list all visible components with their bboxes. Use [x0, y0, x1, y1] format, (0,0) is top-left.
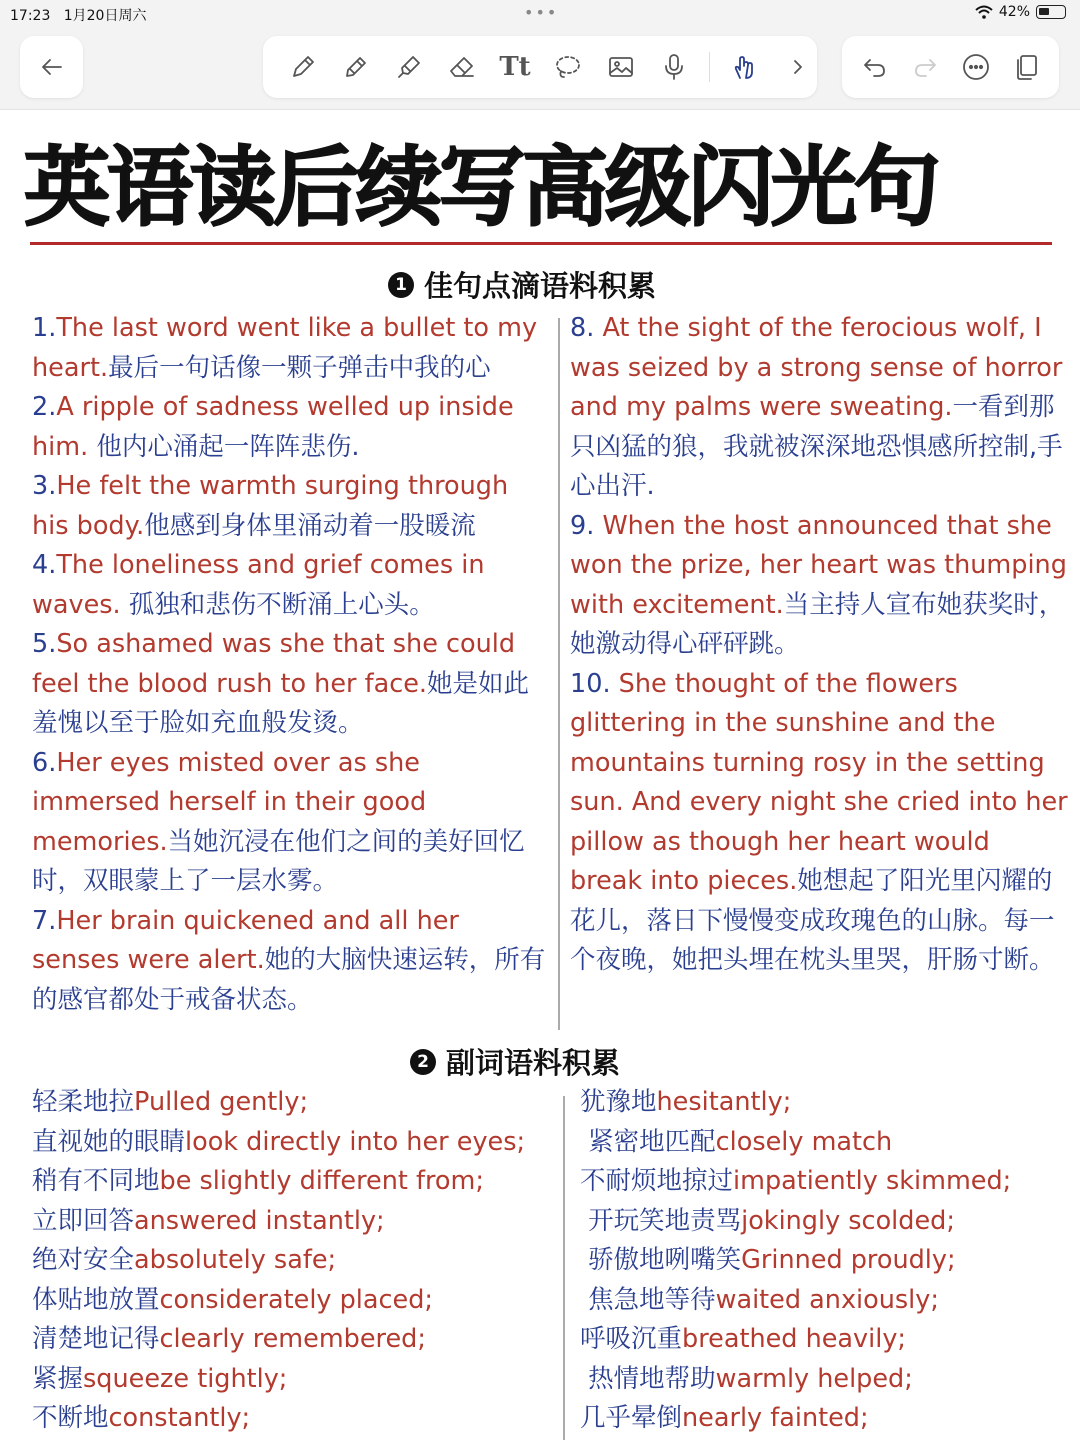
vocab-english: warmly helped; — [715, 1363, 913, 1394]
back-button[interactable] — [20, 36, 83, 98]
pencil-icon[interactable] — [338, 49, 374, 85]
section1-title: 佳句点滴语料积累 — [424, 269, 657, 303]
vocab-english: look directly into her eyes; — [185, 1126, 526, 1157]
section2-number: 2 — [410, 1049, 436, 1075]
vocab-chinese: 焦急地等待 — [580, 1284, 716, 1315]
sentence-english: So ashamed was she that she could feel the blood rush to her face. — [32, 629, 516, 699]
vocab-item — [32, 1360, 562, 1400]
vocab-chinese: 不耐烦地掠过 — [580, 1166, 734, 1196]
vocab-item — [32, 1281, 562, 1321]
vocab-english: breathed heavily; — [682, 1324, 906, 1354]
sentence-chinese: 孤独和悲伤不断涌上心头。 — [128, 589, 435, 620]
battery-percent: 42% — [998, 4, 1030, 20]
vocab-english: jokingly scolded; — [741, 1205, 955, 1236]
vocab-chinese: 不断地 — [32, 1403, 109, 1433]
microphone-icon[interactable] — [656, 49, 692, 85]
vocab-chinese: 体贴地放置 — [32, 1284, 160, 1315]
status-date: 1月20日周六 — [63, 8, 147, 24]
section2-heading — [410, 1041, 620, 1082]
vocab-item — [32, 1399, 562, 1439]
vocab-english: Pulled gently; — [134, 1087, 309, 1117]
sentence-number: 8. — [570, 313, 603, 343]
vocab-chinese: 稍有不同地 — [32, 1166, 160, 1196]
sentence-item — [570, 507, 1068, 665]
sentence-english: The loneliness and grief comes in waves. — [32, 550, 485, 620]
vocab-item — [580, 1123, 1080, 1163]
sentence-english: At the sight of the ferocious wolf, I was seized by a strong sense of horror and my palms were sweating. — [570, 313, 1063, 422]
sentence-number: 2. — [32, 392, 57, 422]
more-icon[interactable] — [958, 49, 994, 85]
vocab-english: nearly fainted; — [682, 1403, 869, 1433]
sentence-item — [570, 665, 1068, 981]
multitask-dots-icon[interactable]: ••• — [524, 3, 559, 22]
sentence-english: When the host announced that she won the prize, her heart was thumping with excitement. — [570, 510, 1067, 620]
document-actions — [842, 36, 1059, 98]
vocab-item — [580, 1360, 1080, 1400]
vocab-chinese: 紧密地匹配 — [580, 1126, 716, 1157]
vocab-chinese: 几乎晕倒 — [580, 1403, 683, 1433]
drawing-tools — [263, 36, 817, 98]
sentence-item — [32, 744, 552, 902]
sentence-english: Her eyes misted over as she immersed herself in their good memories. — [32, 747, 427, 857]
sentence-chinese: 一看到那只凶猛的狼，我就被深深地恐惧感所控制,手心出汗. — [570, 392, 1063, 501]
vocab-item — [580, 1241, 1080, 1281]
highlighter-icon[interactable] — [391, 49, 427, 85]
status-time: 17:23 1月20日周六 — [10, 8, 147, 24]
vocab-english: absolutely safe; — [134, 1245, 337, 1275]
sentence-number: 5. — [32, 629, 57, 659]
vocab-item — [580, 1202, 1080, 1242]
wifi-icon — [975, 5, 993, 19]
vocab-chinese: 绝对安全 — [32, 1245, 135, 1275]
sentence-chinese: 当她沉浸在他们之间的美好回忆时，双眼蒙上了一层水雾。 — [32, 826, 525, 896]
sentence-number: 9. — [570, 510, 603, 541]
undo-icon[interactable] — [857, 49, 893, 85]
sentence-item — [32, 625, 552, 744]
sentence-chinese: 他内心涌起一阵阵悲伤. — [96, 431, 360, 462]
vocab-chinese: 开玩笑地责骂 — [580, 1205, 742, 1236]
section1-left-column — [32, 309, 552, 1020]
vocab-english: waited anxiously; — [715, 1284, 939, 1315]
vocab-english: Grinned proudly; — [741, 1245, 956, 1275]
redo-icon[interactable] — [907, 49, 943, 85]
vocab-item — [580, 1281, 1080, 1321]
vocab-chinese: 立即回答 — [32, 1205, 135, 1236]
vocab-english: closely match — [715, 1126, 893, 1157]
battery-level — [1039, 8, 1049, 15]
lasso-icon[interactable] — [550, 49, 586, 85]
vocab-item — [580, 1320, 1080, 1360]
vocab-item — [32, 1123, 562, 1163]
vocab-english: considerately placed; — [159, 1284, 434, 1315]
sentence-english: A ripple of sadness welled up inside him. — [32, 392, 514, 462]
page-title: 英语读后续写高级闪光句 — [24, 138, 937, 238]
section1-number: 1 — [388, 272, 414, 298]
vocab-english: be slightly different from; — [159, 1166, 484, 1196]
sentence-english: The last word went like a bullet to my heart. — [32, 313, 538, 383]
section1-right-column — [570, 309, 1068, 981]
sentence-number: 6. — [32, 747, 57, 778]
sentence-number: 1. — [32, 313, 57, 343]
eraser-icon[interactable] — [444, 49, 480, 85]
status-bar — [0, 0, 1080, 28]
vocab-chinese: 犹豫地 — [580, 1087, 657, 1117]
vocab-chinese: 骄傲地咧嘴笑 — [580, 1245, 742, 1275]
back-arrow-icon — [34, 49, 70, 85]
column-divider-2 — [563, 1096, 565, 1440]
section2-right-column — [580, 1083, 1080, 1439]
sentence-number: 10. — [570, 668, 619, 699]
pages-icon[interactable] — [1008, 49, 1044, 85]
sentence-item — [32, 309, 552, 388]
sentence-chinese: 她是如此羞愧以至于脸如充血般发烫。 — [32, 668, 530, 738]
vocab-chinese: 直视她的眼睛 — [32, 1126, 186, 1157]
sentence-english: She thought of the flowers glittering in the sunshine and the mountains turning rosy in the setting sun. And every night she cried into her pillow as though her heart would break into pieces. — [570, 668, 1068, 896]
vocab-item — [32, 1202, 562, 1242]
title-underline — [30, 242, 1052, 245]
sentence-chinese: 她的大脑快速运转，所有的感官都处于戒备状态。 — [32, 945, 546, 1015]
sentence-number: 4. — [32, 550, 57, 580]
pen-icon[interactable] — [285, 49, 321, 85]
sentence-chinese: 最后一句话像一颗子弹击中我的心 — [108, 352, 491, 383]
sentence-item — [32, 467, 552, 546]
text-tool-icon[interactable]: Tt — [499, 52, 531, 82]
sentence-chinese: 他感到身体里涌动着一股暖流 — [144, 510, 476, 541]
image-icon[interactable] — [603, 49, 639, 85]
sentence-english: Her brain quickened and all her senses were alert. — [32, 905, 459, 975]
vocab-item — [580, 1083, 1080, 1123]
sentence-chinese: 当主持人宣布她获奖时，她激动得心砰砰跳。 — [570, 589, 1065, 659]
sentence-item — [32, 388, 552, 467]
vocab-item — [32, 1241, 562, 1281]
vocab-item — [580, 1399, 1080, 1439]
vocab-item — [580, 1162, 1080, 1202]
sentence-number: 7. — [32, 905, 57, 936]
chevron-right-icon[interactable] — [780, 49, 816, 85]
sentence-item — [32, 546, 552, 625]
column-divider — [558, 318, 560, 1030]
sentence-item — [570, 309, 1068, 507]
vocab-item — [32, 1083, 562, 1123]
sentence-item — [32, 902, 552, 1021]
vocab-chinese: 热情地帮助 — [580, 1363, 716, 1394]
sentence-english: He felt the warmth surging through his body. — [32, 471, 509, 541]
toolbar-divider — [709, 52, 710, 82]
app-toolbar — [0, 28, 1080, 110]
section2-title: 副词语料积累 — [446, 1046, 621, 1080]
vocab-chinese: 轻柔地拉 — [32, 1087, 135, 1117]
touch-icon[interactable] — [727, 49, 763, 85]
vocab-english: clearly remembered; — [159, 1324, 426, 1354]
vocab-english: answered instantly; — [134, 1205, 385, 1236]
vocab-english: squeeze tightly; — [83, 1363, 288, 1394]
section2-left-column — [32, 1083, 562, 1439]
section1-heading — [388, 264, 656, 305]
vocab-english: constantly; — [108, 1403, 251, 1433]
sentence-chinese: 她想起了阳光里闪耀的花儿，落日下慢慢变成玫瑰色的山脉。每一个夜晚，她把头埋在枕头里哭，肝肠寸断。 — [570, 866, 1055, 975]
vocab-item — [32, 1162, 562, 1202]
battery-icon — [1036, 5, 1066, 19]
vocab-chinese: 呼吸沉重 — [580, 1324, 683, 1354]
vocab-item — [32, 1320, 562, 1360]
vocab-chinese: 紧握 — [32, 1363, 84, 1394]
vocab-chinese: 清楚地记得 — [32, 1324, 160, 1354]
sentence-number: 3. — [32, 471, 57, 501]
vocab-english: impatiently skimmed; — [733, 1166, 1012, 1196]
vocab-english: hesitantly; — [656, 1087, 792, 1117]
